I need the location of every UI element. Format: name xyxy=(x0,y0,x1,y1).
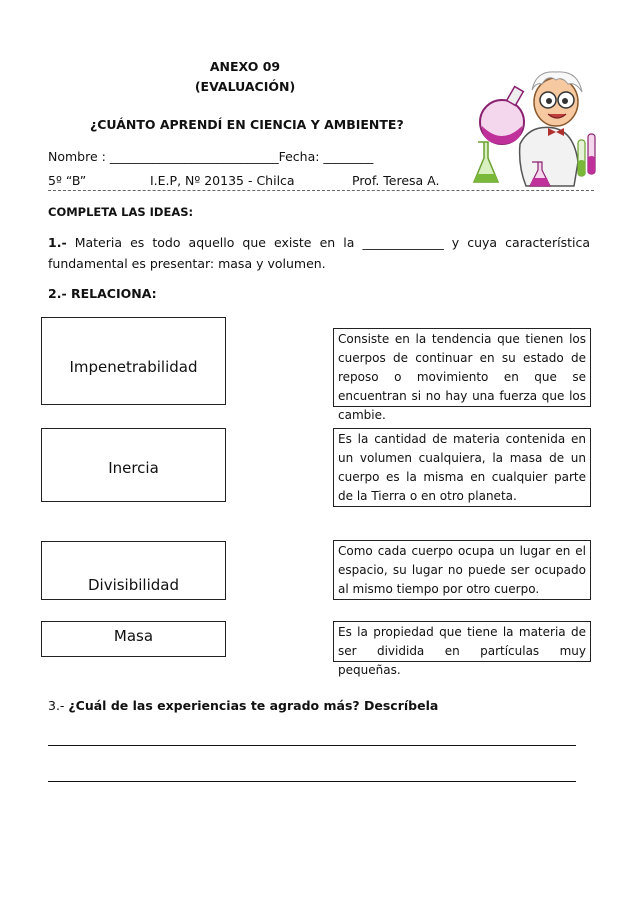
term-label: Inercia xyxy=(108,459,159,477)
definition-box-2[interactable]: Es la cantidad de materia contenida en un volumen cualquiera, la masa de un cuerpo es la misma en cualquier parte de la Tierra o en otro planeta. xyxy=(333,428,591,507)
question-title: ¿CUÁNTO APRENDÍ EN CIENCIA Y AMBIENTE? xyxy=(90,117,404,132)
term-box-masa[interactable] xyxy=(41,621,226,657)
answer-line-2[interactable] xyxy=(48,781,576,782)
section1-question xyxy=(48,232,590,274)
section3-number: 3.- xyxy=(48,698,69,713)
section3-text: ¿Cuál de las experiencias te agrado más? Descríbela xyxy=(68,698,439,713)
nombre-label: Nombre : xyxy=(48,149,110,164)
section1-number: 1.- xyxy=(48,235,67,250)
section1-heading: COMPLETA LAS IDEAS: xyxy=(48,205,194,219)
definition-box-1[interactable]: Consiste en la tendencia que tienen los cuerpos de continuar en su estado de reposo o movimiento en que se encuentran si no hay una fuerza que los cambie. xyxy=(333,328,591,407)
school-text: I.E.P, Nº 20135 - Chilca xyxy=(150,173,295,188)
evaluacion-subtitle: (EVALUACIÓN) xyxy=(194,79,296,94)
fecha-label: Fecha: xyxy=(278,149,324,164)
dashed-divider xyxy=(48,190,594,191)
nombre-field[interactable]: ___________________________ xyxy=(109,149,279,164)
definition-box-3[interactable]: Como cada cuerpo ocupa un lugar en el espacio, su lugar no puede ser ocupado al mismo tiempo por otro cuerpo. xyxy=(333,540,591,600)
term-label: Divisibilidad xyxy=(87,576,179,594)
fecha-field[interactable]: ________ xyxy=(323,149,374,164)
section1-text[interactable]: Materia es todo aquello que existe en la _____________ y cuya característica fundamental es presentar: masa y volumen. xyxy=(48,235,590,271)
term-box-divisibilidad[interactable] xyxy=(41,541,226,600)
teacher-text: Prof. Teresa A. xyxy=(352,173,440,188)
term-box-inercia[interactable] xyxy=(41,428,226,502)
definition-box-4[interactable]: Es la propiedad que tiene la materia de ser dividida en partículas muy pequeñas. xyxy=(333,621,591,662)
anexo-title: ANEXO 09 xyxy=(209,59,281,74)
section3-question xyxy=(48,698,438,713)
grado-text: 5º “B” xyxy=(48,173,87,188)
scientist-with-flasks-icon xyxy=(470,62,598,190)
nombre-row xyxy=(48,149,373,164)
term-label: Masa xyxy=(113,627,154,645)
term-label: Impenetrabilidad xyxy=(69,358,198,376)
term-box-impenetrabilidad[interactable] xyxy=(41,317,226,405)
answer-line-1[interactable] xyxy=(48,745,576,746)
section2-heading: 2.- RELACIONA: xyxy=(48,286,157,301)
